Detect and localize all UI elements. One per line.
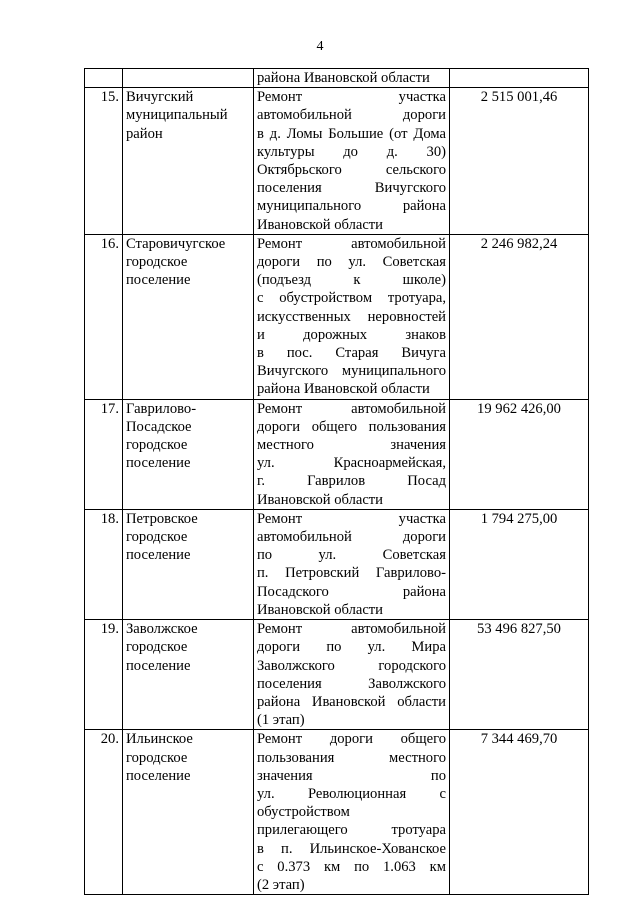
work-description-cell — [254, 509, 450, 619]
description-line: п. Петровский Гаврилово- — [257, 565, 446, 582]
row-number-cell: 20. — [85, 730, 123, 895]
recipient-name-line: поселение — [126, 272, 191, 289]
description-line: Ремонт автомобильной — [257, 621, 446, 638]
description-line: обустройством — [257, 804, 350, 821]
recipient-name-cell — [123, 620, 254, 730]
page-number: 4 — [316, 39, 324, 54]
recipient-name-line: городское — [126, 749, 188, 766]
description-line: с 0.373 км по 1.063 км — [257, 858, 446, 875]
description-line: Заволжского городского — [257, 657, 446, 674]
description-line: в д. Ломы Большие (от Дома — [257, 125, 446, 142]
row-number-cell — [85, 69, 123, 88]
description-line: Ремонт автомобильной — [257, 400, 446, 417]
description-line: поселения Вичугского — [257, 180, 446, 197]
row-number-cell: 17. — [85, 399, 123, 509]
recipient-name-line: Ильинское — [126, 731, 193, 748]
description-line: муниципального района — [257, 198, 446, 215]
work-description-cell — [254, 620, 450, 730]
description-line: культуры до д. 30) — [257, 143, 446, 160]
work-description-cell — [254, 88, 450, 235]
description-line: ул. Революционная с — [257, 785, 446, 802]
description-line: с обустройством тротуара, — [257, 290, 446, 307]
description-line: автомобильной дороги — [257, 529, 446, 546]
amount-cell: 53 496 827,50 — [450, 620, 589, 730]
recipient-name-line: Посадское — [126, 418, 192, 435]
description-line: (подъезд к школе) — [257, 272, 446, 289]
recipient-name-line: Старовичугское — [126, 235, 226, 252]
description-line: автомобильной дороги — [257, 107, 446, 124]
amount-cell: 1 794 275,00 — [450, 509, 589, 619]
description-line: Ремонт дороги общего — [257, 731, 446, 748]
recipient-name-line: городское — [126, 639, 188, 656]
row-number-cell: 19. — [85, 620, 123, 730]
description-line: прилегающего тротуара — [257, 822, 446, 839]
description-line: Ремонт автомобильной — [257, 235, 446, 252]
recipient-name-line: поселение — [126, 547, 191, 564]
description-line: (1 этап) — [257, 712, 305, 729]
description-line: местного значения — [257, 437, 446, 454]
description-line: г. Гаврилов Посад — [257, 473, 446, 490]
work-description-cell — [254, 69, 450, 88]
recipient-name-cell — [123, 509, 254, 619]
description-line: района Ивановской области — [257, 381, 430, 398]
description-line: Ремонт участка — [257, 510, 446, 527]
recipient-name-cell — [123, 234, 254, 399]
description-line: дороги по ул. Мира — [257, 639, 446, 656]
recipient-name-line: городское — [126, 254, 188, 271]
amount-cell: 2 246 982,24 — [450, 234, 589, 399]
description-line: значения по — [257, 767, 446, 784]
description-line: искусственных неровностей — [257, 308, 446, 325]
description-line: района Ивановской области — [257, 70, 430, 86]
recipient-name-line: Гаврилово- — [126, 400, 197, 417]
recipient-name-cell — [123, 730, 254, 895]
description-line: ул. Красноармейская, — [257, 455, 446, 472]
description-line: Ремонт участка — [257, 89, 446, 106]
recipient-name-line: муниципальный — [126, 107, 228, 124]
recipient-name-line: городское — [126, 529, 188, 546]
recipient-name-line: поселение — [126, 455, 191, 472]
description-line: Посадского района — [257, 583, 446, 600]
description-line: в пос. Старая Вичуга — [257, 345, 446, 362]
row-number-cell: 18. — [85, 509, 123, 619]
row-number-cell: 15. — [85, 88, 123, 235]
recipient-name-line: городское — [126, 437, 188, 454]
recipient-name-line: Петровское — [126, 510, 198, 527]
recipient-name-line: Вичугский — [126, 89, 194, 106]
table-row — [85, 88, 589, 235]
recipient-name-cell — [123, 399, 254, 509]
description-line: пользования местного — [257, 749, 446, 766]
recipient-name-line: поселение — [126, 767, 191, 784]
description-line: Ивановской области — [257, 601, 383, 618]
table-row — [85, 509, 589, 619]
description-line: Ивановской области — [257, 216, 383, 233]
description-line: района Ивановской области — [257, 693, 446, 710]
recipient-name-line: поселение — [126, 657, 191, 674]
table-row — [85, 620, 589, 730]
work-description-cell — [254, 399, 450, 509]
description-line: дороги по ул. Советская — [257, 254, 446, 271]
description-line: в п. Ильинское-Хованское — [257, 840, 446, 857]
description-line: и дорожных знаков — [257, 326, 446, 343]
table-row — [85, 730, 589, 895]
recipient-name-cell — [123, 88, 254, 235]
amount-cell: 2 515 001,46 — [450, 88, 589, 235]
recipient-name-cell — [123, 69, 254, 88]
description-line: Вичугского муниципального — [257, 363, 446, 380]
description-line: Октябрьского сельского — [257, 162, 446, 179]
table-row — [85, 399, 589, 509]
table-body — [85, 69, 589, 895]
description-line: по ул. Советская — [257, 547, 446, 564]
work-description-cell — [254, 234, 450, 399]
description-line: дороги общего пользования — [257, 418, 446, 435]
description-line: (2 этап) — [257, 876, 305, 893]
description-line: Ивановской области — [257, 491, 383, 508]
work-description-cell — [254, 730, 450, 895]
row-number-cell: 16. — [85, 234, 123, 399]
amount-cell: 19 962 426,00 — [450, 399, 589, 509]
recipient-name-line: Заволжское — [126, 621, 198, 638]
description-line: поселения Заволжского — [257, 675, 446, 692]
amount-cell: 7 344 469,70 — [450, 730, 589, 895]
amount-cell — [450, 69, 589, 88]
program-table — [84, 68, 589, 895]
table-row — [85, 234, 589, 399]
table-row-continuation — [85, 69, 589, 88]
recipient-name-line: район — [126, 125, 163, 142]
